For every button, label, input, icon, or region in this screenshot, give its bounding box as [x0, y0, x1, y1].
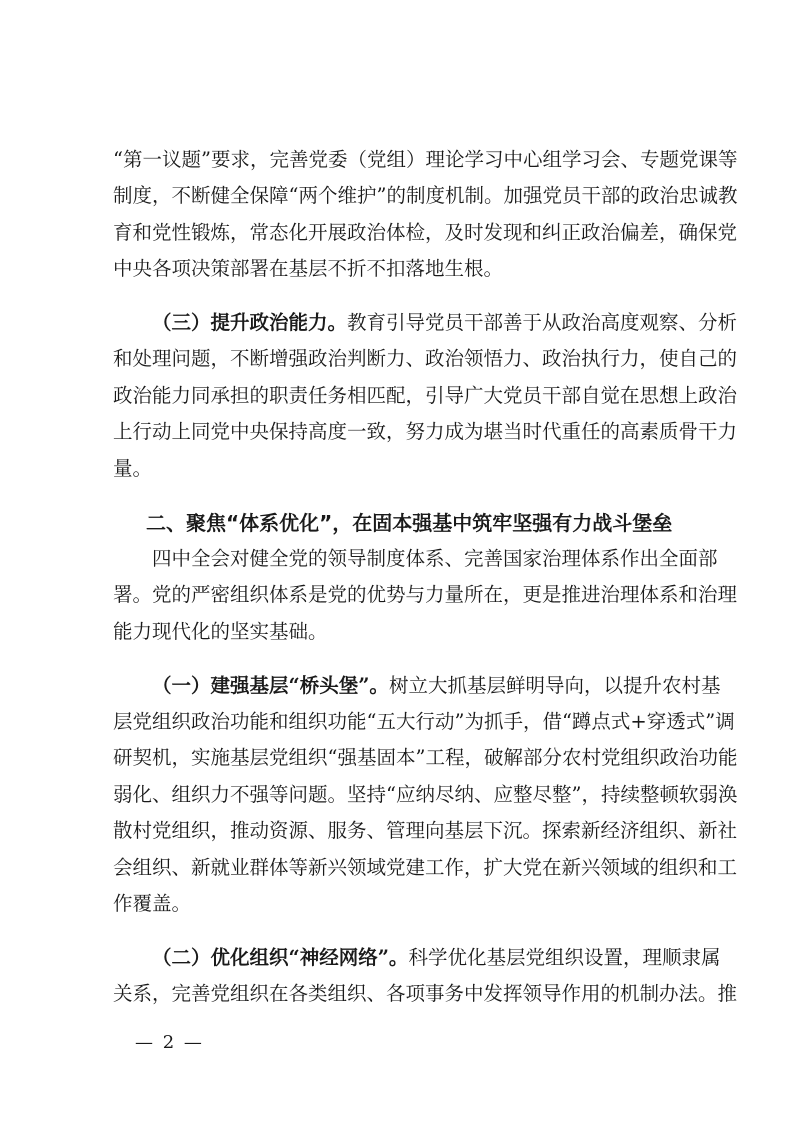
text-line: 署。党的严密组织体系是党的优势与力量所在，更是推进治理体系和治理 — [113, 583, 738, 607]
section-heading: 二、聚焦“体系优化”，在固本强基中筑牢坚强有力战斗堡垒 — [146, 510, 673, 535]
text-line: 弱化、组织力不强等问题。坚持“应纳尽纳、应整尽整”，持续整顿软弱涣 — [113, 782, 738, 806]
text-span: 树立大抓基层鲜明导向，以提升农村基 — [388, 673, 721, 697]
text-line — [113, 305, 738, 341]
text-line: “第一议题”要求，完善党委（党组）理论学习中心组学习会、专题党课等 — [113, 148, 738, 171]
text-line — [113, 940, 721, 976]
text-span: 科学优化基层党组织设置，理顺隶属 — [408, 945, 721, 969]
text-line: 层党组织政治功能和组织功能“五大行动”为抓手，借“蹲点式+穿透式”调 — [113, 709, 735, 733]
text-line: 上行动上同党中央保持高度一致，努力成为堪当时代重任的高素质骨干力 — [113, 420, 738, 444]
subsection-title: （一）建强基层“桥头堡”。 — [152, 673, 389, 697]
text-line: 四中全会对健全党的领导制度体系、完善国家治理体系作出全面部 — [152, 546, 718, 570]
text-line: 制度，不断健全保障“两个维护”的制度机制。加强党员干部的政治忠诚教 — [113, 184, 738, 208]
text-line: 能力现代化的坚实基础。 — [113, 619, 328, 643]
text-line: 关系，完善党组织在各类组织、各项事务中发挥领导作用的机制办法。推 — [113, 982, 738, 1006]
subsection-title: （二）优化组织“神经网络”。 — [152, 945, 409, 969]
page-number: — 2 — — [135, 1032, 204, 1053]
text-line — [113, 668, 721, 704]
paragraph — [113, 305, 738, 487]
paragraph — [113, 940, 738, 1013]
text-line: 中央各项决策部署在基层不折不扣落地生根。 — [113, 257, 504, 281]
text-line: 和处理问题，不断增强政治判断力、政治领悟力、政治执行力，使自己的 — [113, 347, 738, 371]
text-line: 量。 — [113, 456, 153, 480]
paragraph — [113, 142, 738, 288]
text-line: 会组织、新就业群体等新兴领域党建工作，扩大党在新兴领域的组织和工 — [113, 855, 738, 879]
text-line: 散村党组织，推动资源、服务、管理向基层下沉。探索新经济组织、新社 — [113, 819, 738, 843]
subsection-title: （三）提升政治能力。 — [152, 311, 348, 335]
document-body — [113, 142, 738, 1030]
text-line: 研契机，实施基层党组织“强基固本”工程，破解部分农村党组织政治功能 — [113, 746, 738, 770]
text-line: 作覆盖。 — [113, 891, 192, 915]
paragraph — [113, 668, 738, 923]
text-span: 教育引导党员干部善于从政治高度观察、分析 — [347, 311, 738, 335]
text-line: 育和党性锻炼，常态化开展政治体检，及时发现和纠正政治偏差，确保党 — [113, 220, 738, 244]
text-line: 政治能力同承担的职责任务相匹配，引导广大党员干部自觉在思想上政治 — [113, 383, 738, 407]
paragraph — [113, 541, 738, 650]
